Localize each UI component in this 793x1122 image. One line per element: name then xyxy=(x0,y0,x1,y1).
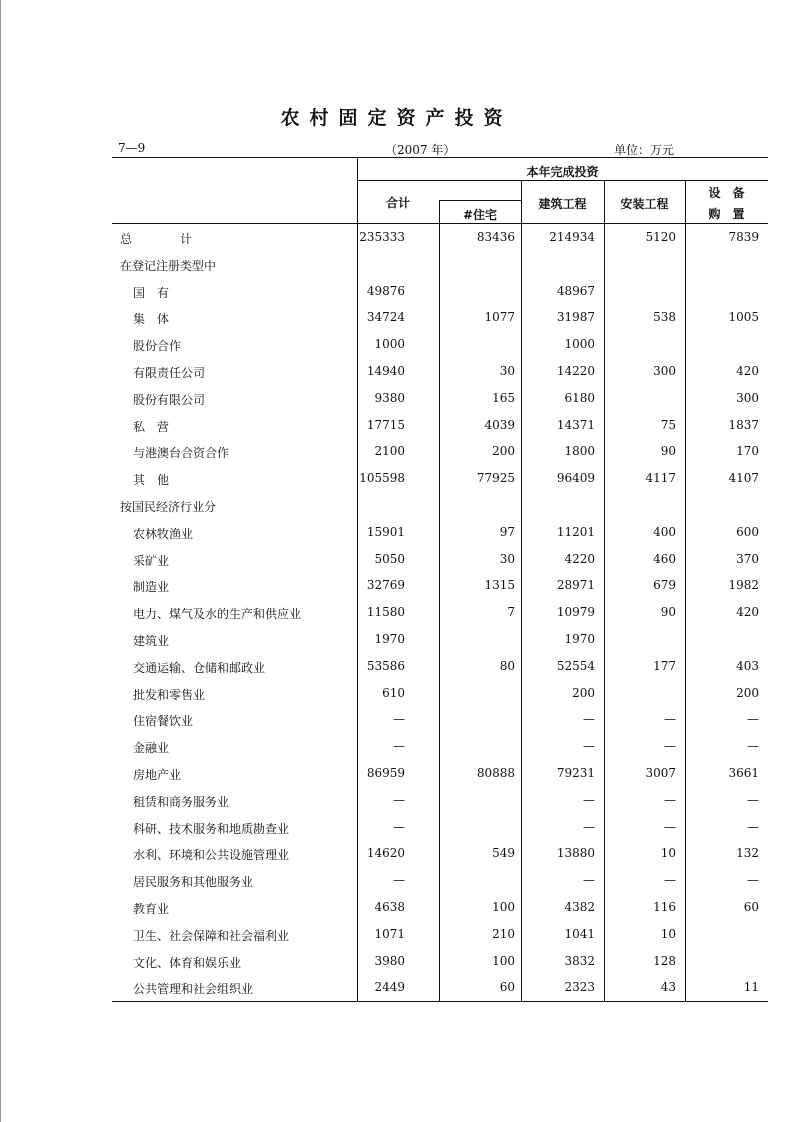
housing-header-rule xyxy=(439,200,521,201)
cell-installation: 679 xyxy=(653,578,676,593)
cell-installation: 300 xyxy=(653,363,676,378)
cell-equipment: 420 xyxy=(736,605,759,620)
table-row xyxy=(112,304,768,331)
table-row xyxy=(112,760,768,787)
cell-total: 86959 xyxy=(366,765,405,780)
cell-construction: 1000 xyxy=(564,337,595,352)
cell-total: 17715 xyxy=(366,417,405,432)
row-label: 文化、体育和娱乐业 xyxy=(133,955,242,970)
cell-housing: 30 xyxy=(499,551,515,566)
cell-total: 14940 xyxy=(366,363,405,378)
header-equipment-bottom: 购 置 xyxy=(708,207,745,221)
header-installation: 安装工程 xyxy=(620,197,669,211)
header-total: 合计 xyxy=(385,196,410,210)
cell-housing: 100 xyxy=(492,953,515,968)
cell-installation: 5120 xyxy=(645,230,676,244)
cell-equipment: 4107 xyxy=(728,471,759,486)
cell-equipment: — xyxy=(747,712,759,727)
cell-equipment: 403 xyxy=(736,658,759,673)
table-bottom-rule xyxy=(112,1001,768,1002)
row-label: 住宿餐饮业 xyxy=(133,714,194,729)
row-label: 总 计 xyxy=(120,232,193,246)
cell-construction: 11201 xyxy=(556,524,595,539)
row-label: 租赁和商务服务业 xyxy=(133,794,230,809)
row-label: 股份有限公司 xyxy=(133,392,206,407)
cell-total: 1000 xyxy=(374,337,405,352)
cell-installation: 10 xyxy=(660,846,676,861)
cell-equipment: 60 xyxy=(743,899,759,914)
table-row xyxy=(112,599,768,626)
cell-construction: — xyxy=(583,819,595,834)
cell-installation: 400 xyxy=(653,524,676,539)
cell-total: 49876 xyxy=(366,283,405,298)
table-row xyxy=(112,492,768,519)
cell-housing: 4039 xyxy=(484,417,515,432)
table-row xyxy=(112,358,768,385)
cell-construction: 14371 xyxy=(556,417,595,432)
cell-installation: 43 xyxy=(660,980,676,995)
cell-total: 9380 xyxy=(374,390,405,405)
cell-housing: 210 xyxy=(492,926,515,941)
row-label: 采矿业 xyxy=(133,553,170,568)
table-row xyxy=(112,465,768,492)
table-row xyxy=(112,840,768,867)
cell-construction: — xyxy=(583,739,595,754)
cell-total: 11580 xyxy=(366,605,405,620)
cell-total: — xyxy=(393,819,405,834)
row-label: 其 他 xyxy=(133,473,170,488)
cell-construction: 4220 xyxy=(564,551,595,566)
row-label: 批发和零售业 xyxy=(133,687,206,702)
table-row xyxy=(112,572,768,599)
table-row xyxy=(112,867,768,894)
cell-construction: 1970 xyxy=(564,631,595,646)
table-body xyxy=(112,224,768,1001)
cell-installation: 460 xyxy=(653,551,676,566)
cell-construction: 10979 xyxy=(556,605,595,620)
cell-housing: 1077 xyxy=(484,310,515,325)
header-group-completed-investment: 本年完成投资 xyxy=(526,165,599,179)
table-row xyxy=(112,814,768,841)
cell-housing: 80 xyxy=(499,658,515,673)
cell-construction: — xyxy=(583,792,595,807)
cell-housing: 1315 xyxy=(484,578,515,593)
table-row xyxy=(112,385,768,412)
header-equipment-top: 设 备 xyxy=(708,186,745,200)
cell-equipment: 1005 xyxy=(728,310,759,325)
cell-installation: 3007 xyxy=(645,765,676,780)
row-label: 卫生、社会保障和社会福利业 xyxy=(133,928,290,943)
cell-total: 14620 xyxy=(366,846,405,861)
cell-installation: 116 xyxy=(653,899,676,914)
cell-construction: — xyxy=(583,873,595,888)
table-unit: 单位：万元 xyxy=(614,143,675,157)
table-code: 7—9 xyxy=(118,141,146,155)
cell-installation: 177 xyxy=(653,658,676,673)
cell-equipment: 600 xyxy=(736,524,759,539)
cell-construction: 14220 xyxy=(556,363,595,378)
cell-housing: 83436 xyxy=(476,230,515,244)
cell-construction: 79231 xyxy=(556,765,595,780)
cell-installation: 128 xyxy=(653,953,676,968)
cell-housing: 80888 xyxy=(476,765,515,780)
cell-total: 34724 xyxy=(366,310,405,325)
row-label: 房地产业 xyxy=(133,767,182,782)
row-label: 交通运输、仓储和邮政业 xyxy=(133,660,266,675)
cell-total: 1071 xyxy=(374,926,405,941)
row-label: 科研、技术服务和地质勘查业 xyxy=(133,821,290,836)
cell-equipment: 1982 xyxy=(728,578,759,593)
cell-equipment: 200 xyxy=(736,685,759,700)
cell-housing: 77925 xyxy=(476,471,515,486)
cell-construction: 48967 xyxy=(556,283,595,298)
cell-total: 2449 xyxy=(374,980,405,995)
cell-construction: 3832 xyxy=(564,953,595,968)
row-label: 居民服务和其他服务业 xyxy=(133,875,254,890)
cell-equipment: — xyxy=(747,739,759,754)
group-header-rule xyxy=(357,180,768,181)
header-housing: #住宅 xyxy=(462,208,498,222)
cell-installation: 90 xyxy=(660,605,676,620)
row-label: 教育业 xyxy=(133,901,170,916)
cell-equipment: 7839 xyxy=(728,230,759,244)
cell-housing: 60 xyxy=(499,980,515,995)
table-row xyxy=(112,706,768,733)
cell-total: 1970 xyxy=(374,631,405,646)
row-label: 建筑业 xyxy=(133,633,170,648)
cell-construction: 214934 xyxy=(549,230,595,244)
table-row xyxy=(112,680,768,707)
table-row xyxy=(112,546,768,573)
cell-housing: 100 xyxy=(492,899,515,914)
page-left-edge xyxy=(0,0,1,1122)
cell-construction: 2323 xyxy=(564,980,595,995)
table-top-rule xyxy=(112,157,768,158)
cell-construction: 31987 xyxy=(556,310,595,325)
row-label: 农林牧渔业 xyxy=(133,526,194,541)
row-label: 在登记注册类型中 xyxy=(120,258,217,273)
cell-equipment: 3661 xyxy=(728,765,759,780)
cell-total: — xyxy=(393,739,405,754)
cell-housing: 200 xyxy=(492,444,515,459)
cell-housing: 97 xyxy=(499,524,515,539)
cell-housing: 30 xyxy=(499,363,515,378)
cell-construction: 1041 xyxy=(564,926,595,941)
cell-housing: 549 xyxy=(492,846,515,861)
cell-total: 105598 xyxy=(359,471,405,486)
cell-housing: 7 xyxy=(507,605,515,620)
cell-construction: — xyxy=(583,712,595,727)
row-label: 制造业 xyxy=(133,580,170,595)
cell-total: 32769 xyxy=(366,578,405,593)
cell-total: 3980 xyxy=(374,953,405,968)
table-row xyxy=(112,787,768,814)
cell-construction: 52554 xyxy=(556,658,595,673)
cell-installation: 4117 xyxy=(645,471,676,486)
cell-construction: 96409 xyxy=(556,471,595,486)
cell-total: 610 xyxy=(382,685,405,700)
cell-installation: — xyxy=(664,819,676,834)
cell-installation: 75 xyxy=(660,417,676,432)
row-label: 公共管理和社会组织业 xyxy=(133,982,254,997)
table-row xyxy=(112,519,768,546)
row-label: 与港澳台合资合作 xyxy=(133,446,230,461)
cell-equipment: — xyxy=(747,792,759,807)
cell-total: — xyxy=(393,873,405,888)
cell-installation: — xyxy=(664,712,676,727)
table-row xyxy=(112,921,768,948)
row-label: 金融业 xyxy=(133,741,170,756)
cell-total: 15901 xyxy=(366,524,405,539)
row-label: 水利、环境和公共设施管理业 xyxy=(133,848,290,863)
cell-equipment: 170 xyxy=(736,444,759,459)
table-row xyxy=(112,974,768,1001)
cell-total: 4638 xyxy=(374,899,405,914)
cell-installation: 10 xyxy=(660,926,676,941)
page-title: 农村固定资产投资 xyxy=(280,107,513,129)
cell-equipment: 300 xyxy=(736,390,759,405)
cell-construction: 28971 xyxy=(556,578,595,593)
table-row xyxy=(112,626,768,653)
table-year: （2007 年） xyxy=(385,143,456,157)
table-row xyxy=(112,412,768,439)
cell-equipment: — xyxy=(747,873,759,888)
table-row xyxy=(112,438,768,465)
row-label: 电力、煤气及水的生产和供应业 xyxy=(133,607,302,622)
row-label: 有限责任公司 xyxy=(133,365,206,380)
row-label: 股份合作 xyxy=(133,339,182,354)
table-row xyxy=(112,733,768,760)
header-construction: 建筑工程 xyxy=(538,197,587,211)
cell-construction: 200 xyxy=(572,685,595,700)
cell-total: — xyxy=(393,792,405,807)
cell-installation: — xyxy=(664,873,676,888)
cell-construction: 13880 xyxy=(556,846,595,861)
cell-equipment: 11 xyxy=(743,980,759,995)
table-row xyxy=(112,894,768,921)
cell-equipment: — xyxy=(747,819,759,834)
cell-equipment: 132 xyxy=(736,846,759,861)
cell-housing: 165 xyxy=(492,390,515,405)
cell-total: 5050 xyxy=(374,551,405,566)
cell-installation: — xyxy=(664,792,676,807)
cell-total: — xyxy=(393,712,405,727)
cell-construction: 4382 xyxy=(564,899,595,914)
cell-equipment: 370 xyxy=(736,551,759,566)
table-row xyxy=(112,653,768,680)
cell-total: 235333 xyxy=(359,230,405,244)
table-row xyxy=(112,224,768,251)
cell-installation: — xyxy=(664,739,676,754)
table-row xyxy=(112,251,768,278)
cell-equipment: 1837 xyxy=(728,417,759,432)
cell-construction: 6180 xyxy=(564,390,595,405)
row-label: 私 营 xyxy=(133,419,170,434)
row-label: 按国民经济行业分 xyxy=(120,499,217,514)
cell-installation: 90 xyxy=(660,444,676,459)
cell-equipment: 420 xyxy=(736,363,759,378)
table-row xyxy=(112,948,768,975)
cell-total: 53586 xyxy=(366,658,405,673)
table-row xyxy=(112,331,768,358)
row-label: 集 体 xyxy=(133,312,170,327)
cell-installation: 538 xyxy=(653,310,676,325)
cell-total: 2100 xyxy=(374,444,405,459)
cell-construction: 1800 xyxy=(564,444,595,459)
table-row xyxy=(112,278,768,305)
row-label: 国 有 xyxy=(133,285,170,300)
